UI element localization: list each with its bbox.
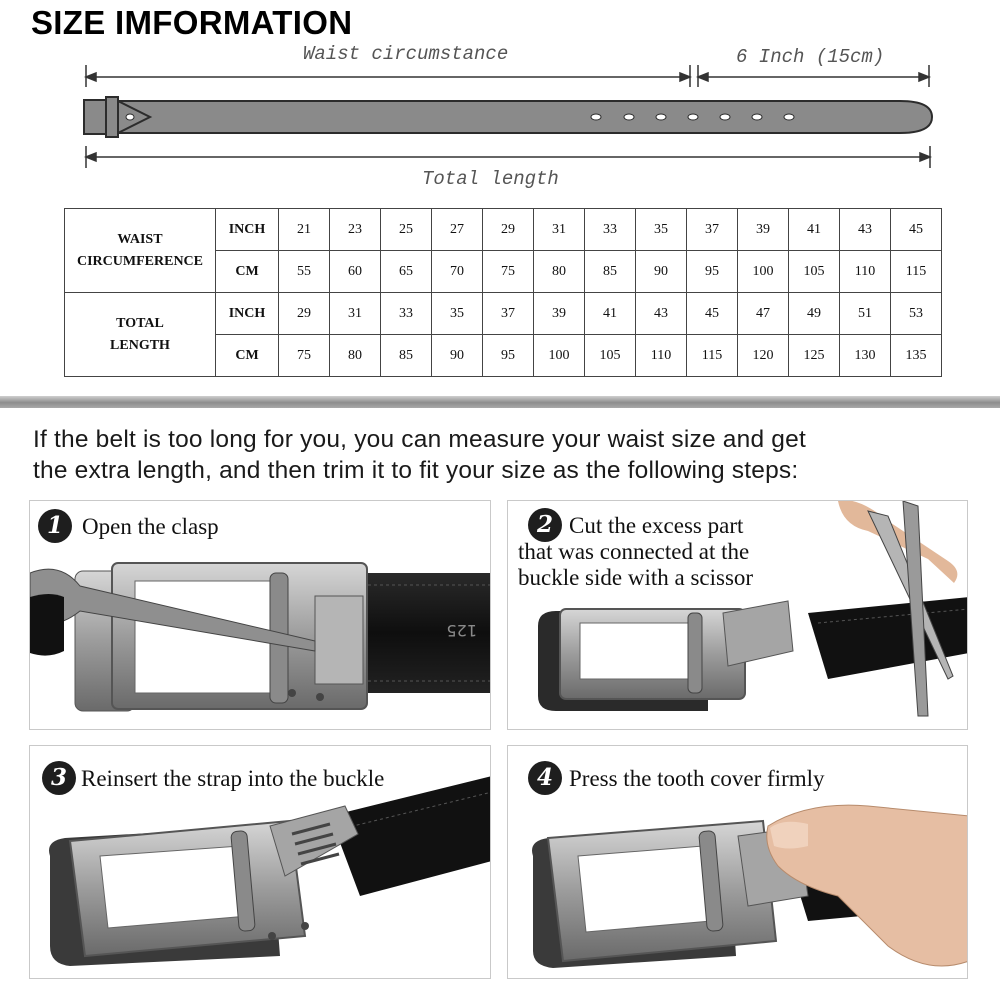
size-value-cell: 100	[738, 251, 789, 293]
size-value-cell: 29	[483, 209, 534, 251]
extra-length-label: 6 Inch (15cm)	[736, 46, 885, 68]
size-value-cell: 80	[330, 335, 381, 377]
belt-size-stamp: 125	[446, 621, 477, 640]
unit-cell: INCH	[216, 209, 279, 251]
size-value-cell: 43	[636, 293, 687, 335]
size-value-cell: 45	[891, 209, 942, 251]
total-length-label: Total length	[422, 168, 559, 190]
instructions-intro	[33, 424, 978, 486]
table-row	[65, 293, 942, 335]
size-value-cell: 25	[381, 209, 432, 251]
size-value-cell: 33	[585, 209, 636, 251]
step-2-text-line-1: Cut the excess part	[569, 513, 744, 538]
row-group-label-line-1: WAIST	[117, 231, 163, 247]
size-value-cell: 75	[279, 335, 330, 377]
size-value-cell: 33	[381, 293, 432, 335]
size-value-cell: 120	[738, 335, 789, 377]
size-value-cell: 130	[840, 335, 891, 377]
size-value-cell: 49	[789, 293, 840, 335]
step-4-panel	[507, 745, 968, 979]
intro-line-1: If the belt is too long for you, you can measure your waist size and get	[33, 426, 806, 453]
intro-line-2: the extra length, and then trim it to fit your size as the following steps:	[33, 457, 799, 484]
size-value-cell: 90	[432, 335, 483, 377]
size-value-cell: 75	[483, 251, 534, 293]
step-2-text-line-3: buckle side with a scissor	[518, 565, 754, 590]
size-value-cell: 51	[840, 293, 891, 335]
size-value-cell: 21	[279, 209, 330, 251]
size-value-cell: 100	[534, 335, 585, 377]
size-value-cell: 41	[585, 293, 636, 335]
size-value-cell: 85	[381, 335, 432, 377]
size-value-cell: 85	[585, 251, 636, 293]
size-value-cell: 43	[840, 209, 891, 251]
page-title: SIZE IMFORMATION	[31, 4, 353, 41]
size-value-cell: 65	[381, 251, 432, 293]
size-value-cell: 45	[687, 293, 738, 335]
row-group-label-line-2: CIRCUMFERENCE	[77, 253, 203, 269]
step-3-text: Reinsert the strap into the buckle	[81, 766, 385, 791]
size-value-cell: 105	[789, 251, 840, 293]
size-value-cell: 37	[483, 293, 534, 335]
total-length-dimension-line	[86, 146, 930, 168]
size-value-cell: 37	[687, 209, 738, 251]
size-value-cell: 80	[534, 251, 585, 293]
size-value-cell: 110	[636, 335, 687, 377]
size-value-cell: 70	[432, 251, 483, 293]
size-value-cell: 55	[279, 251, 330, 293]
belt-diagram	[0, 40, 1000, 200]
size-value-cell: 31	[330, 293, 381, 335]
size-table	[64, 208, 942, 377]
size-value-cell: 39	[534, 293, 585, 335]
size-value-cell: 135	[891, 335, 942, 377]
table-row	[65, 209, 942, 251]
size-value-cell: 27	[432, 209, 483, 251]
step-2-panel	[507, 500, 968, 730]
unit-cell: CM	[216, 335, 279, 377]
step-2-text-line-2: that was connected at the	[518, 539, 750, 564]
step-1-panel	[29, 500, 491, 730]
size-value-cell: 35	[432, 293, 483, 335]
size-value-cell: 47	[738, 293, 789, 335]
step-1-number: 1	[38, 509, 72, 543]
waist-circumference-header	[65, 209, 216, 293]
size-value-cell: 29	[279, 293, 330, 335]
unit-cell: INCH	[216, 293, 279, 335]
size-value-cell: 23	[330, 209, 381, 251]
row-group-label-line-1: TOTAL	[116, 315, 164, 331]
size-value-cell: 31	[534, 209, 585, 251]
step-4-text: Press the tooth cover firmly	[569, 766, 825, 791]
size-value-cell: 90	[636, 251, 687, 293]
size-value-cell: 53	[891, 293, 942, 335]
section-divider	[0, 396, 1000, 408]
size-value-cell: 115	[891, 251, 942, 293]
size-value-cell: 60	[330, 251, 381, 293]
size-value-cell: 115	[687, 335, 738, 377]
step-3-number: 3	[42, 761, 76, 795]
step-4-number: 4	[528, 761, 562, 795]
total-length-header	[65, 293, 216, 377]
size-value-cell: 110	[840, 251, 891, 293]
size-value-cell: 39	[738, 209, 789, 251]
waist-dimension-line	[86, 65, 690, 87]
step-2-number: 2	[528, 508, 562, 542]
size-value-cell: 41	[789, 209, 840, 251]
size-value-cell: 35	[636, 209, 687, 251]
row-group-label-line-2: LENGTH	[110, 337, 170, 353]
size-value-cell: 95	[483, 335, 534, 377]
step-1-text: Open the clasp	[82, 514, 219, 539]
size-value-cell: 105	[585, 335, 636, 377]
size-value-cell: 125	[789, 335, 840, 377]
waist-label: Waist circumstance	[303, 43, 509, 65]
belt-strap	[84, 97, 932, 137]
step-3-panel	[29, 745, 491, 979]
unit-cell: CM	[216, 251, 279, 293]
size-value-cell: 95	[687, 251, 738, 293]
extra-length-dimension-line	[698, 65, 929, 87]
